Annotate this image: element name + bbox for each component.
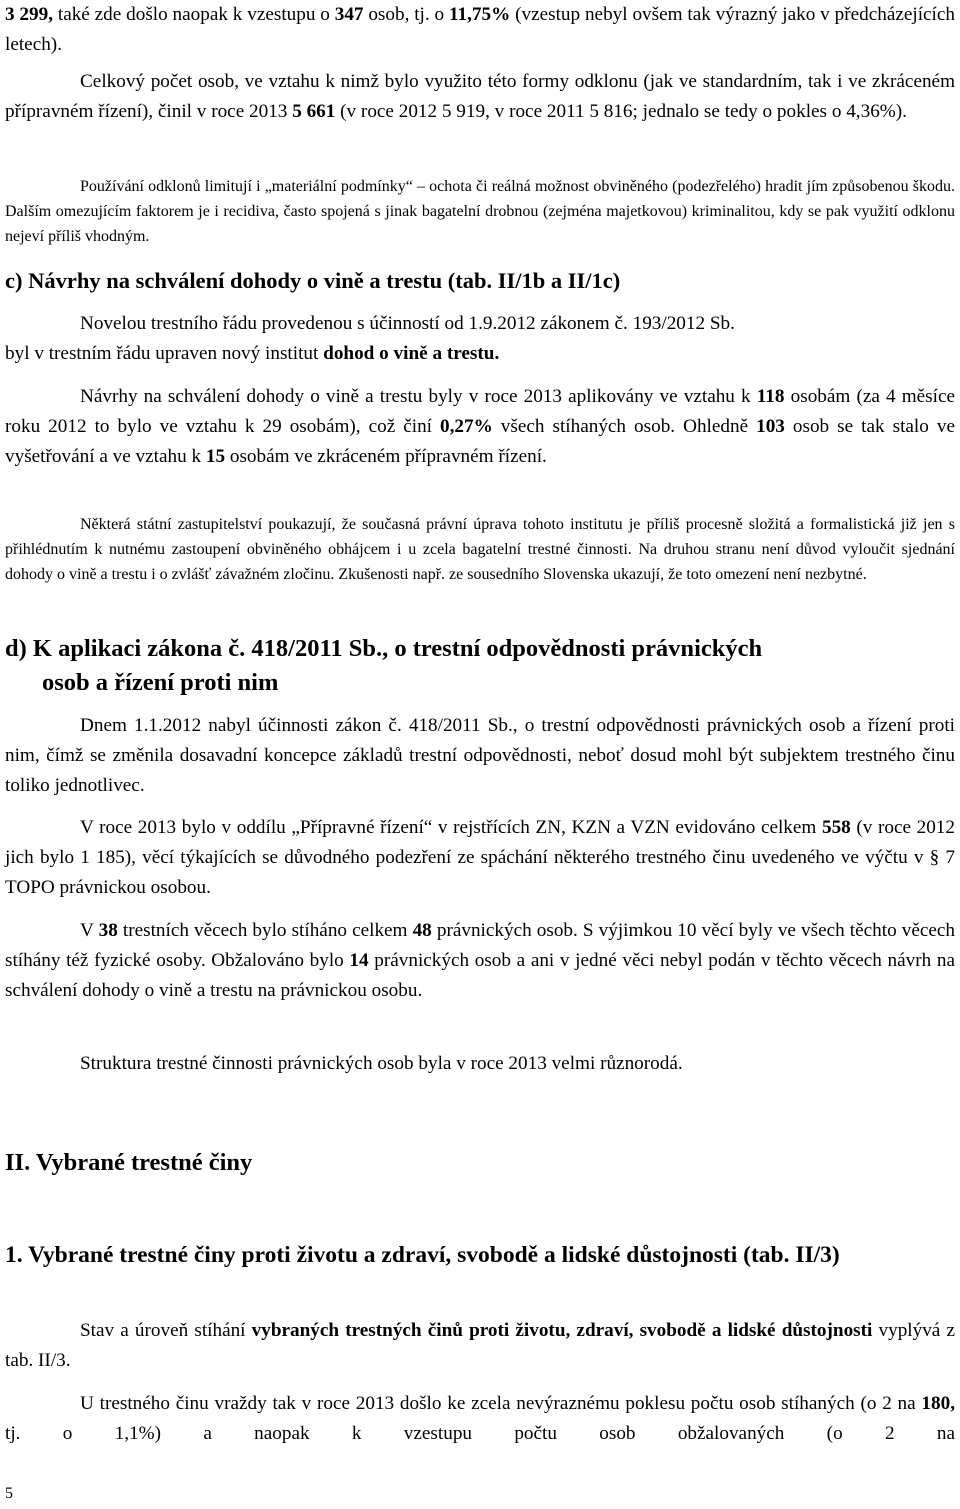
paragraph-murder-stats: U trestného činu vraždy tak v roce 2013 došlo ke zcela nevýraznému poklesu počtu osob stíhaných (o 2 na 180, tj. o 1,1%) a naopak k vzestupu počtu osob obžalovaných (o 2 na <box>5 1393 955 1444</box>
paragraph-plea-stats: Návrhy na schválení dohody o vině a trestu byly v roce 2013 aplikovány ve vztahu k 118 osobám (za 4 měsíce roku 2012 to bylo ve vztahu k 29 osobám), což činí 0,27% všech stíhaných osob. Ohledně 103 osob se tak stalo ve vyšetřování a ve vztahu k 15 osobám ve zkráceném přípravném řízení. <box>5 386 956 467</box>
page-number: 5 <box>5 1485 13 1502</box>
paragraph-total-persons: Celkový počet osob, ve vztahu k nimž bylo využito této formy odklonu (jak ve standardním, tak i ve zkráceném přípravném řízení), činil v roce 2013 5 661 (v roce 2012 5 919, v roce 2011 5 816; jednalo se tedy o pokles o 4,36%). <box>5 71 955 122</box>
heading-d-line2: osob a řízení proti nim <box>42 669 279 696</box>
heading-ii-selected-crimes: II. Vybrané trestné činy <box>5 1149 253 1176</box>
paragraph-diversion-end: 3 299, také zde došlo naopak k vzestupu o 347 osob, tj. o 11,75% (vzestup nebyl ovšem tak výrazný jako v předcházejících letech). <box>5 4 955 55</box>
paragraph-limits-small: Používání odklonů limitují i „materiální podmínky“ – ochota či reálná možnost obviněného (podezřelého) hradit jím způsobenou škodu. Dalším omezujícím faktorem je i recidiva, často spojená s jinak bagatelní drobnou (zejména majetkovou) kriminalitou, kdy se pak využití odklonu nejeví příliš vhodným. <box>5 178 955 245</box>
paragraph-amendment-line1: Novelou trestního řádu provedenou s účinností od 1.9.2012 zákonem č. 193/2012 Sb. <box>80 313 735 334</box>
heading-d-line1: d) K aplikaci zákona č. 418/2011 Sb., o trestní odpovědnosti právnických <box>5 635 763 662</box>
paragraph-prosecutors-small: Některá státní zastupitelství poukazují, že současná právní úprava tohoto institutu je příliš procesně složitá a formalistická již jen s přihlédnutím k nutnému zastoupení obviněného obhájcem i u zcela bagatelní trestné činnosti. Na druhou stranu není důvod vyloučit sjednání dohody o vině a trestu i o zvlášť závažném zločinu. Zkušenosti např. ze sousedního Slovenska ukazují, že toto omezení není nezbytné. <box>5 516 955 583</box>
heading-c-plea-agreements: c) Návrhy na schválení dohody o vině a trestu (tab. II/1b a II/1c) <box>5 268 621 293</box>
paragraph-prosecuted-entities: V 38 trestních věcech bylo stíháno celkem 48 právnických osob. S výjimkou 10 věcí byly ve všech těchto věcech stíhány též fyzické osoby. Obžalováno bylo 14 právnických osob a ani v jedné věci nebyl podán v těchto věcech návrh na schválení dohody o vině a trestu na právnickou osobu. <box>5 920 956 1001</box>
paragraph-state-of-prosecution: Stav a úroveň stíhání vybraných trestných činů proti životu, zdraví, svobodě a lidské důstojnosti vyplývá z tab. II/3. <box>5 1320 955 1371</box>
heading-1-crimes-against-life: 1. Vybrané trestné činy proti životu a zdraví, svobodě a lidské důstojnosti (tab. II/3) <box>5 1242 840 1268</box>
paragraph-structure: Struktura trestné činnosti právnických osob byla v roce 2013 velmi různorodá. <box>80 1053 683 1074</box>
paragraph-effective-date: Dnem 1.1.2012 nabyl účinnosti zákon č. 418/2011 Sb., o trestní odpovědnosti právnických osob a řízení proti nim, čímž se změnila dosavadní koncepce základů trestní odpovědnosti, neboť dosud mohl být subjektem trestného činu toliko jednotlivec. <box>5 715 955 796</box>
paragraph-amendment-line2: byl v trestním řádu upraven nový institut dohod o vině a trestu. <box>5 343 500 364</box>
paragraph-registry-count: V roce 2013 bylo v oddílu „Přípravné řízení“ v rejstřících ZN, KZN a VZN evidováno celkem 558 (v roce 2012 jich bylo 1 185), věcí týkajících se důvodného podezření ze spáchání některého trestného činu uvedeného ve výčtu v § 7 TOPO právnickou osobou. <box>5 817 955 898</box>
